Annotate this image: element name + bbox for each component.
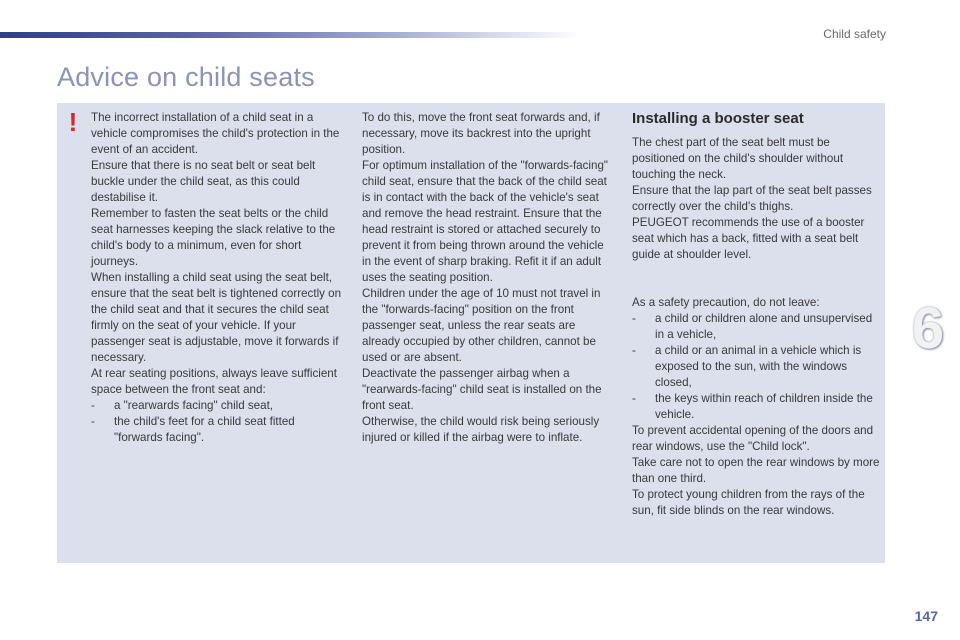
chapter-number: 6: [911, 296, 945, 361]
spacer: [632, 263, 884, 279]
list-item: [632, 311, 884, 343]
list-item-text: the child's feet for a child seat fitted "forwards facing".: [114, 415, 295, 444]
paragraph: Otherwise, the child would risk being seriously injured or killed if the airbag were to inflate.: [362, 415, 600, 444]
paragraph: Take care not to open the rear windows by more than one third.: [632, 456, 880, 485]
dash-bullet: -: [632, 344, 636, 357]
paragraph: The incorrect installation of a child seat in a vehicle compromises the child's protection in the event of an accident.: [91, 111, 340, 156]
exclamation-icon: !: [68, 107, 78, 137]
list-item-text: a child or an animal in a vehicle which is exposed to the sun, with the windows closed,: [655, 344, 862, 389]
column-booster-seat: [632, 110, 884, 519]
dash-bullet: -: [91, 415, 95, 428]
column-installation: [362, 110, 614, 446]
dash-bullet: -: [632, 312, 636, 325]
paragraph: Ensure that the lap part of the seat belt passes correctly over the child's thighs.: [632, 184, 872, 213]
paragraph: Deactivate the passenger airbag when a "rearwards-facing" child seat is installed on the front seat.: [362, 367, 602, 412]
list-item: [632, 343, 884, 391]
paragraph: Children under the age of 10 must not travel in the "forwards-facing" position on the front passenger seat, unless the rear seats are already occupied by other children, cannot be used or are absent.: [362, 287, 601, 364]
list-item: [91, 414, 343, 446]
paragraph: To prevent accidental opening of the doors and rear windows, use the "Child lock".: [632, 424, 874, 453]
paragraph: The chest part of the seat belt must be positioned on the child's shoulder without touching the neck.: [632, 136, 844, 181]
column-warnings: [91, 110, 343, 446]
list-item: [632, 391, 884, 423]
page-number: 147: [914, 608, 938, 624]
section-label: Child safety: [823, 27, 886, 41]
booster-seat-heading: Installing a booster seat: [632, 110, 804, 127]
header-gradient-bar: [0, 32, 580, 38]
list-item-text: a child or children alone and unsupervised in a vehicle,: [655, 312, 873, 341]
paragraph: To do this, move the front seat forwards and, if necessary, move its backrest into the upright position.: [362, 111, 600, 156]
paragraph: As a safety precaution, do not leave:: [632, 296, 820, 309]
paragraph: Remember to fasten the seat belts or the child seat harnesses keeping the slack relative to the child's body to a minimum, even for short journeys.: [91, 207, 336, 268]
spacer: [632, 279, 884, 295]
paragraph: To protect young children from the rays of the sun, fit side blinds on the rear windows.: [632, 488, 865, 517]
page-title: Advice on child seats: [57, 62, 315, 92]
paragraph: For optimum installation of the "forwards-facing" child seat, ensure that the back of the child seat is in contact with the back of the vehicle's seat and remove the head restraint. Ensure that the head restraint is stored or attached securely to prevent it from being thrown around the vehicle in the event of sharp braking. Refit it if an adult uses the seating position.: [362, 159, 609, 284]
paragraph: Ensure that there is no seat belt or seat belt buckle under the child seat, as this could destabilise it.: [91, 159, 316, 204]
dash-bullet: -: [91, 399, 95, 412]
paragraph: At rear seating positions, always leave sufficient space between the front seat and:: [91, 367, 337, 396]
list-item-text: a "rearwards facing" child seat,: [114, 399, 274, 412]
paragraph: When installing a child seat using the seat belt, ensure that the seat belt is tightened correctly on the child seat and that it secures the child seat firmly on the seat of your vehicle. If your passenger seat is adjustable, move it forwards if necessary.: [91, 271, 342, 364]
paragraph: PEUGEOT recommends the use of a booster seat which has a back, fitted with a seat belt guide at shoulder level.: [632, 216, 865, 261]
list-item: [91, 398, 343, 414]
dash-bullet: -: [632, 392, 636, 405]
list-item-text: the keys within reach of children inside the vehicle.: [655, 392, 873, 421]
